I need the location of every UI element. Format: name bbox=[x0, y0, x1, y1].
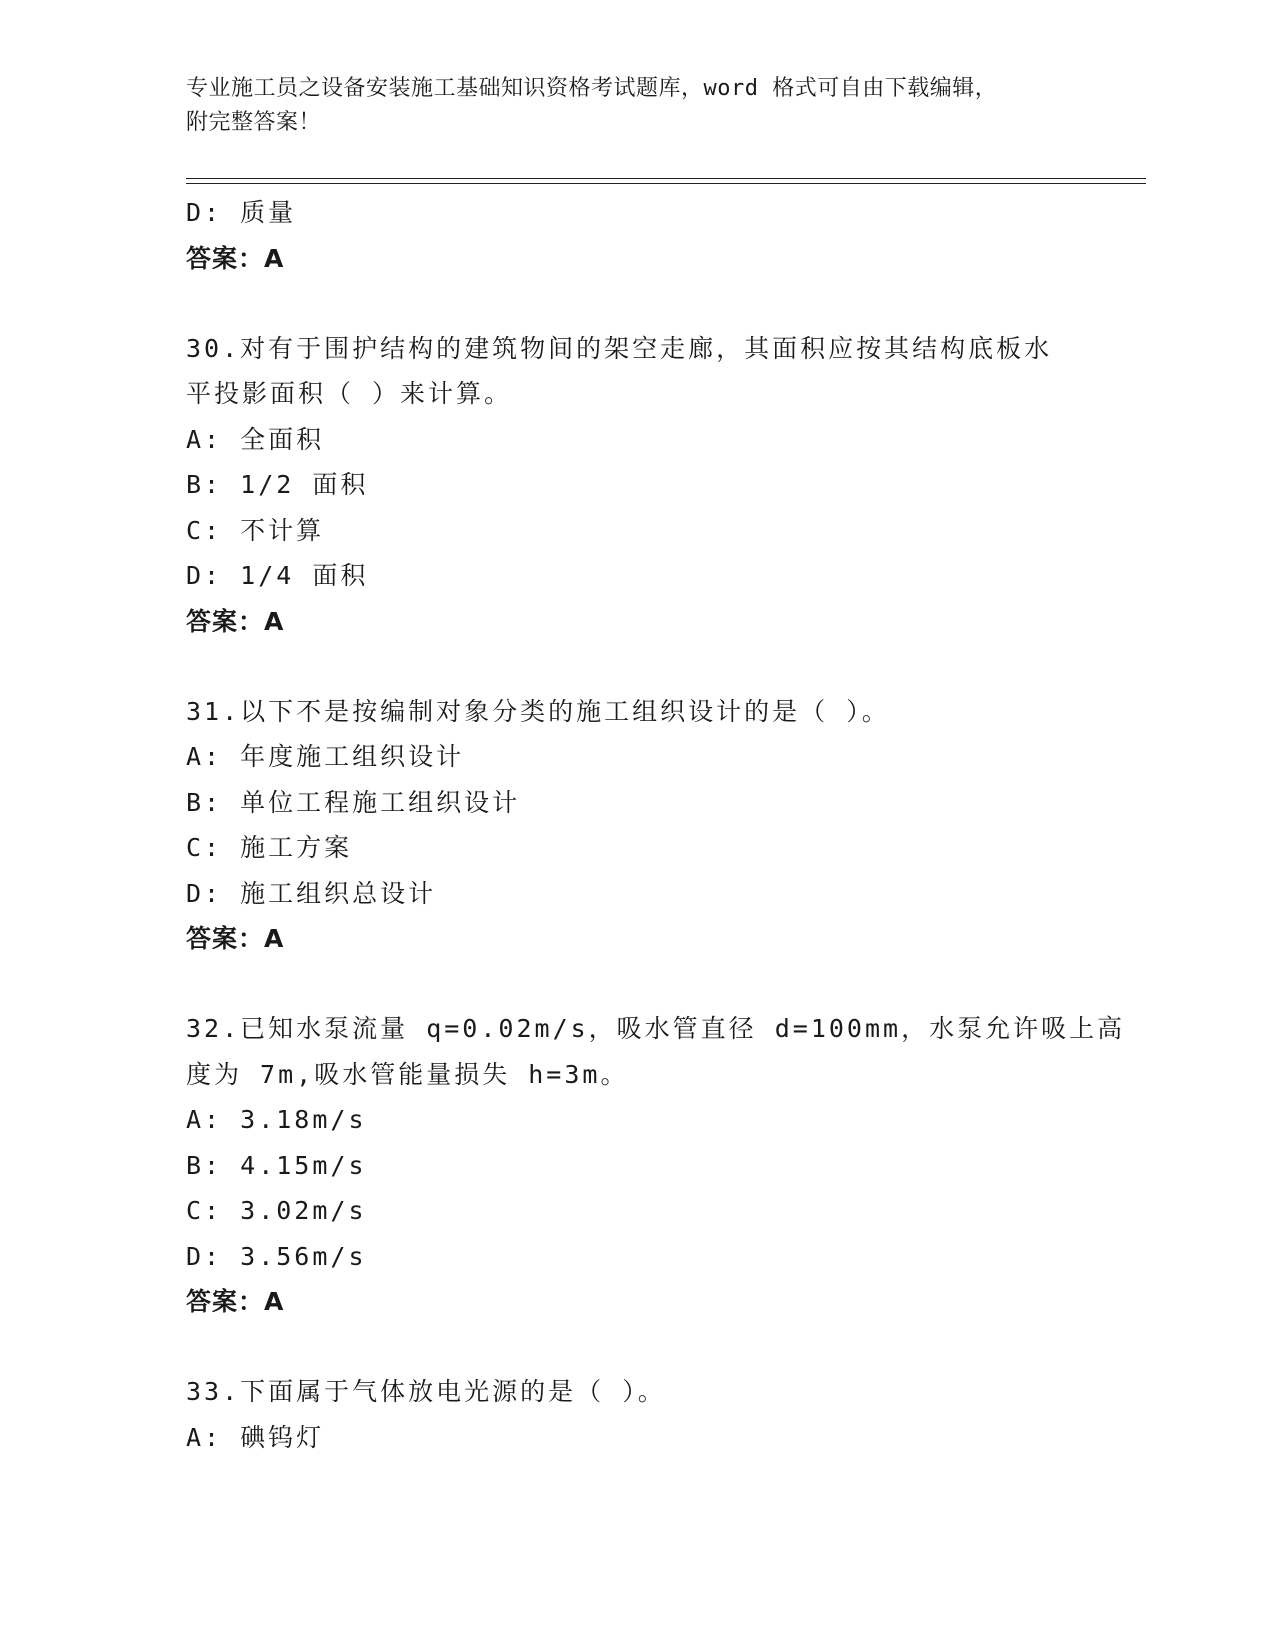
option-b: B: 4.15m/s bbox=[186, 1150, 367, 1180]
spacer bbox=[186, 645, 1146, 689]
option-a: A: 年度施工组织设计 bbox=[186, 742, 465, 771]
answer-line: 答案：A bbox=[186, 243, 285, 273]
option-c: C: 不计算 bbox=[186, 515, 325, 545]
option-b: B: 单位工程施工组织设计 bbox=[186, 787, 521, 817]
answer-line: 答案：A bbox=[186, 1287, 285, 1316]
header-line-1: 专业施工员之设备安装施工基础知识资格考试题库，word 格式可自由下载编辑， bbox=[186, 76, 998, 101]
option-d: D: 3.56m/s bbox=[186, 1241, 367, 1271]
spacer bbox=[186, 1325, 1146, 1369]
option-a: A: 碘钨灯 bbox=[186, 1422, 325, 1452]
question-stem-line-1: 32.已知水泵流量 q=0.02m/s，吸水管直径 d=100mm，水泵允许吸上高 bbox=[186, 1014, 1126, 1043]
answer-line: 答案：A bbox=[186, 606, 285, 636]
option-c: C: 3.02m/s bbox=[186, 1196, 367, 1225]
option-a: A: 全面积 bbox=[186, 424, 325, 454]
document-header bbox=[186, 72, 1146, 140]
spacer bbox=[186, 282, 1146, 326]
answer-line: 答案：A bbox=[186, 924, 285, 953]
spacer bbox=[186, 962, 1146, 1006]
question-stem-line-1: 33.下面属于气体放电光源的是（ ）。 bbox=[186, 1377, 666, 1406]
header-divider-bottom bbox=[186, 183, 1146, 184]
option-d: D: 1/4 面积 bbox=[186, 561, 369, 590]
question-stem-line-1: 30.对有于围护结构的建筑物间的架空走廊，其面积应按其结构底板水 bbox=[186, 333, 1053, 363]
option-d: D: 质量 bbox=[186, 198, 297, 227]
question-stem-line-1: 31.以下不是按编制对象分类的施工组织设计的是（ ）。 bbox=[186, 696, 890, 726]
option-b: B: 1/2 面积 bbox=[186, 470, 369, 499]
question-block-30 bbox=[186, 326, 1146, 645]
question-stem-line-2: 平投影面积（ ）来计算。 bbox=[186, 379, 513, 408]
question-content bbox=[186, 190, 1146, 1460]
question-block-31 bbox=[186, 689, 1146, 963]
option-d: D: 施工组织总设计 bbox=[186, 878, 437, 908]
header-divider-top bbox=[186, 178, 1146, 179]
header-line-2: 附完整答案！ bbox=[186, 110, 322, 135]
option-c: C: 施工方案 bbox=[186, 833, 353, 862]
option-a: A: 3.18m/s bbox=[186, 1105, 367, 1134]
question-block-33 bbox=[186, 1369, 1146, 1460]
question-block-prev bbox=[186, 190, 1146, 282]
question-block-32 bbox=[186, 1006, 1146, 1325]
question-stem-line-2: 度为 7m,吸水管能量损失 h=3m。 bbox=[186, 1059, 629, 1089]
